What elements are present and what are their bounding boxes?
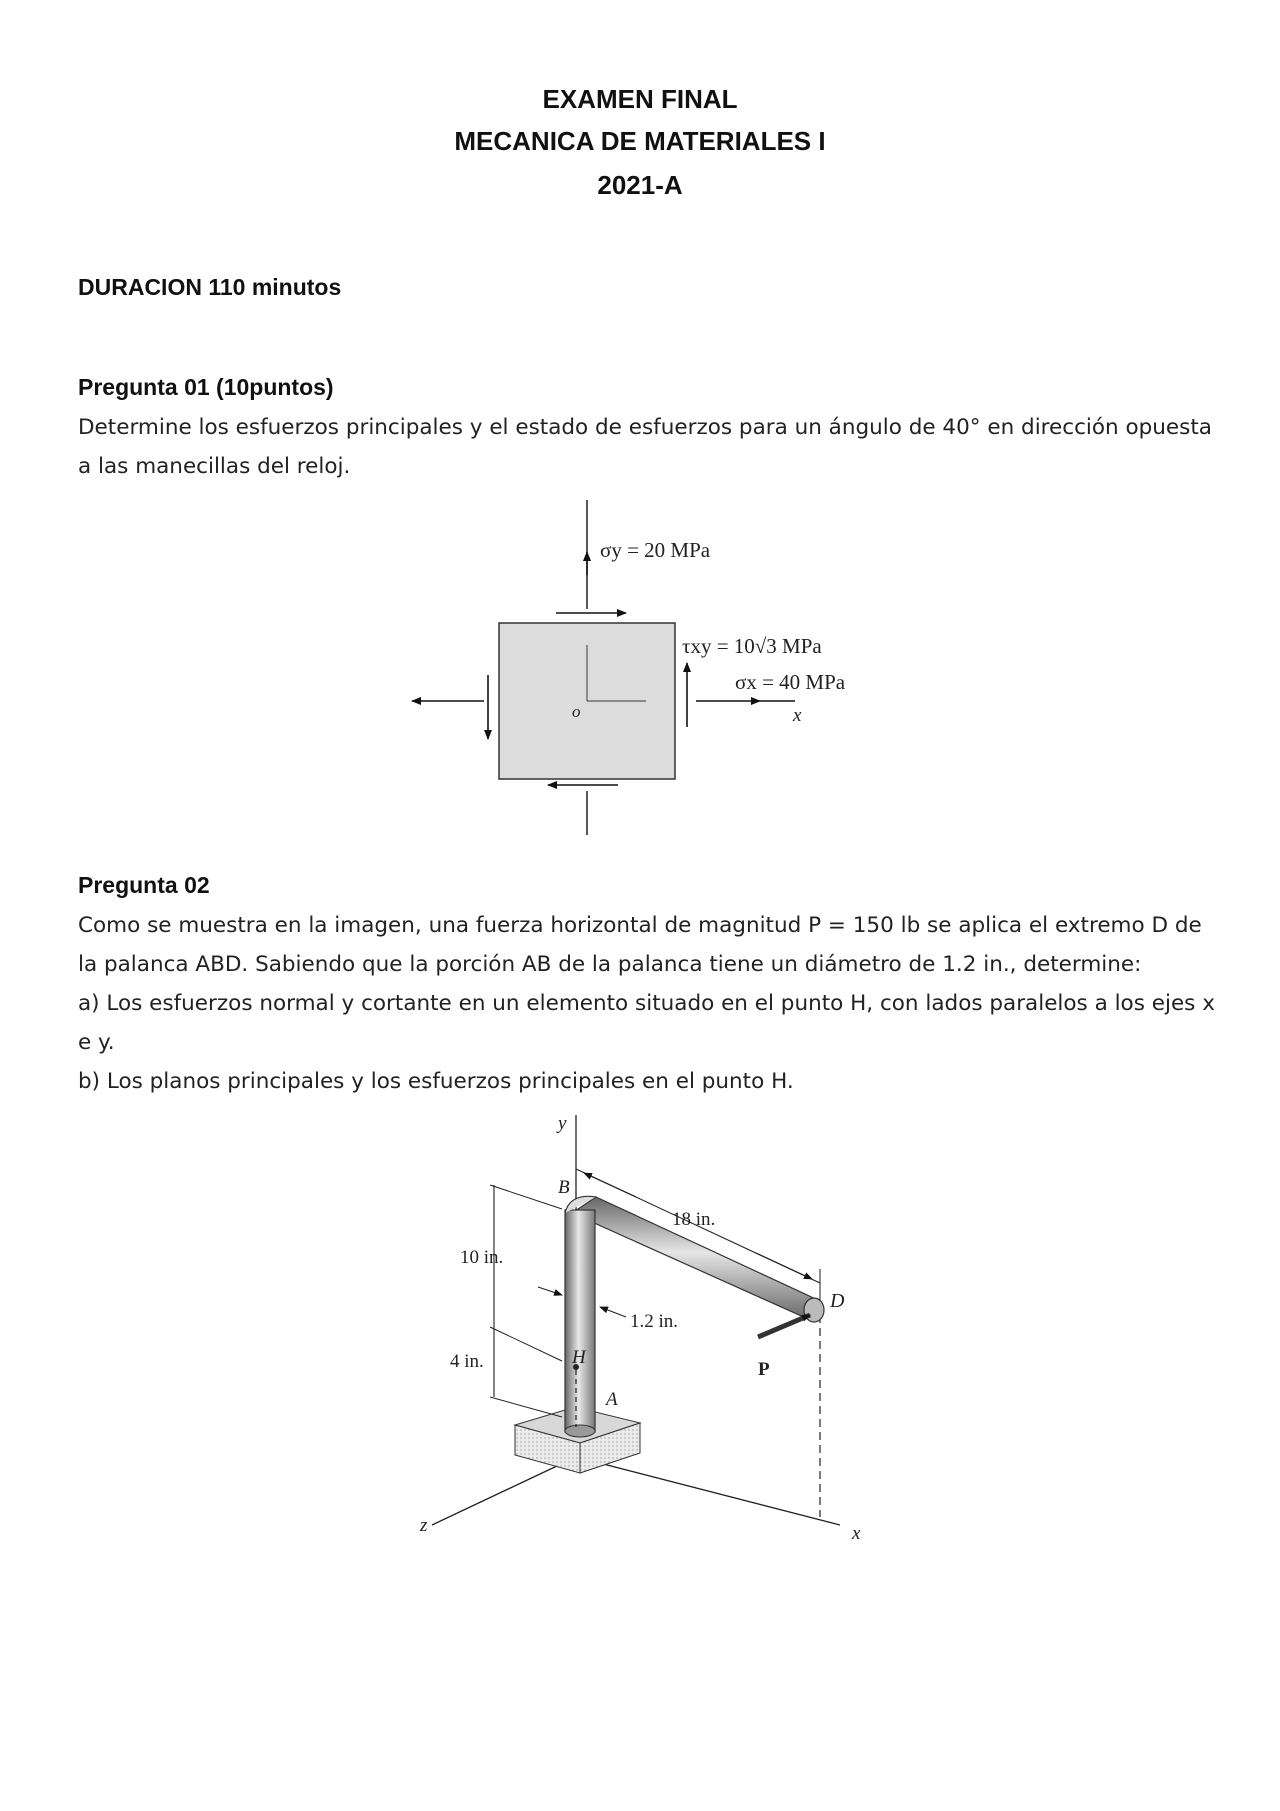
lever-post-ab: [565, 1196, 596, 1437]
question-2-item-b: b) Los planos principales y los esfuerzos principales en el punto H.: [78, 1069, 794, 1094]
diameter-label: 1.2 in.: [630, 1311, 679, 1332]
stress-element-figure: [400, 495, 900, 840]
origin-label: o: [572, 702, 581, 721]
sigma-y-label: σy = 20 MPa: [600, 538, 711, 562]
course-title: MECANICA DE MATERIALES I: [454, 126, 826, 156]
point-b-label: B: [558, 1177, 570, 1198]
term-title: 2021-A: [597, 170, 683, 200]
question-2-intro: Como se muestra en la imagen, una fuerza horizontal de magnitud P = 150 lb se aplica el extremo D de la palanca ABD. Sabiendo que la porción AB de la palanca tiene un diámetro de 1.2 in., determine:: [78, 913, 1202, 977]
point-d-label: D: [830, 1290, 845, 1312]
question-2-text: [78, 906, 1218, 1101]
x-axis-label: x: [793, 705, 802, 726]
question-1-heading: Pregunta 01 (10puntos): [78, 374, 334, 400]
length-4-label: 4 in.: [450, 1351, 484, 1372]
question-1-text: [78, 408, 1218, 486]
duration-label: DURACION 110 minutos: [78, 274, 342, 300]
question-2-heading: Pregunta 02: [78, 872, 210, 898]
point-a-label: A: [606, 1389, 618, 1410]
question-1-statement: Determine los esfuerzos principales y el estado de esfuerzos para un ángulo de 40° en dirección opuesta a las manecillas del reloj.: [78, 415, 1212, 479]
y-axis-label: y: [558, 1113, 567, 1134]
z-axis-line: [432, 1457, 576, 1525]
length-18-label: 18 in.: [672, 1209, 716, 1230]
point-h-label: H: [572, 1347, 586, 1368]
x-axis-label-2: x: [852, 1523, 861, 1544]
length-10-label: 10 in.: [460, 1247, 504, 1268]
question-2-item-a: a) Los esfuerzos normal y cortante en un elemento situado en el punto H, con lados paralelos a los ejes x e y.: [78, 991, 1215, 1055]
force-p-label: P: [758, 1359, 770, 1380]
tau-xy-label: τxy = 10√3 MPa: [682, 634, 822, 658]
z-axis-label: z: [420, 1515, 428, 1536]
x-axis-line: [576, 1457, 840, 1525]
exam-title: EXAMEN FINAL: [542, 84, 738, 114]
force-p-arrow: [758, 1315, 810, 1337]
sigma-x-label: σx = 40 MPa: [735, 670, 846, 694]
lever-figure: [400, 1105, 900, 1565]
